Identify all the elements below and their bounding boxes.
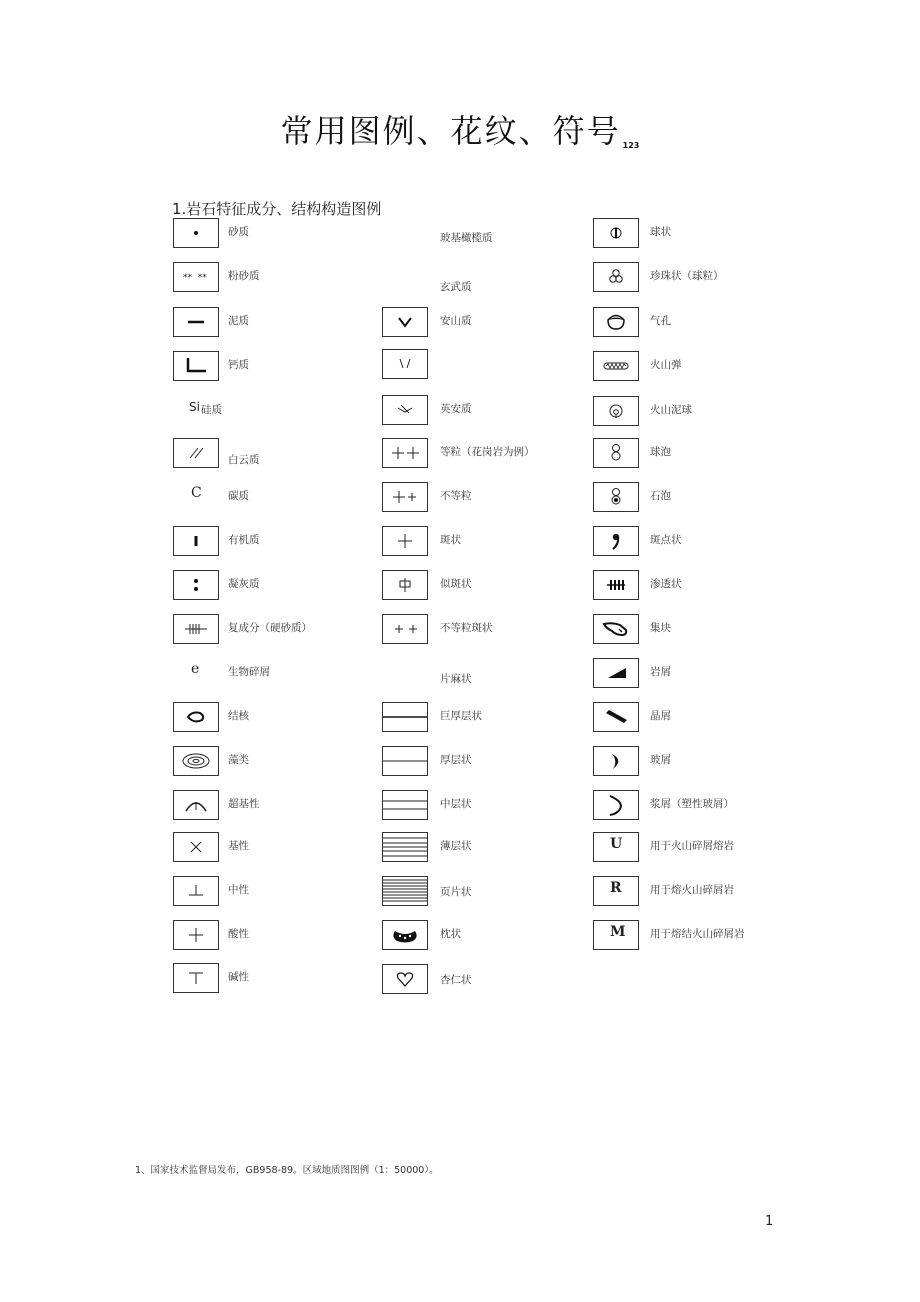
vesicle-icon [593,307,639,337]
legend-label: 晶屑 [650,710,671,722]
legend-label: 泥质 [228,315,249,327]
comma-icon [593,526,639,556]
page-number: 1 [765,1214,774,1229]
layer-icon [382,746,428,776]
double-slash-icon [173,438,219,468]
legend-label: 玻基橄榄质 [440,232,493,244]
legend-label: 薄层状 [440,840,472,852]
hatch-line-icon [173,614,219,644]
legend-label: 不等粒 [440,490,472,502]
arch-icon [173,790,219,820]
bubble-icon [593,438,639,468]
legend-label: 珍珠状（球粒） [650,270,724,282]
c-text: C [191,485,202,501]
legend-label: 藻类 [228,754,249,766]
vertical-bar-icon [173,526,219,556]
svg-text:** **: ** ** [183,273,207,283]
concentric-ellipse-icon [173,746,219,776]
thin-layer-icon [382,832,428,862]
x-icon [173,832,219,862]
dash-icon [173,307,219,337]
lithophysa-icon [593,482,639,512]
legend-label: 杏仁状 [440,974,472,986]
legend-label: 酸性 [228,928,249,940]
legend-label: 粉砂质 [228,270,260,282]
legend-label: 页片状 [440,886,472,898]
legend-label: 等粒（花岗岩为例） [440,446,535,458]
legend-label: 集块 [650,622,671,634]
legend-label: 有机质 [228,534,260,546]
legend-label: 超基性 [228,798,260,810]
legend-label: 用于火山碎屑熔岩 [650,840,734,852]
legend-label: 白云质 [228,454,260,466]
volcanic-bomb-icon [593,351,639,381]
double-plus-icon [382,438,428,468]
dot-pairs-icon [173,262,219,292]
legend-label: 球状 [650,226,671,238]
section-heading: 1.岩石特征成分、结构构造图例 [172,200,382,218]
two-dots-icon [173,570,219,600]
legend-label: 生物碎屑 [228,666,270,678]
plus-icon [173,920,219,950]
two-small-plus-icon [382,614,428,644]
legend-label: 英安质 [440,403,472,415]
medium-layer-icon [382,790,428,820]
symbol-letter: M [610,924,626,940]
legend-label: 枕状 [440,928,461,940]
si-text: Si [189,400,200,414]
pillow-icon [382,920,428,950]
crescent-icon [593,746,639,776]
bar-icon [593,702,639,732]
corner-icon [173,351,219,381]
u-text [593,832,639,862]
legend-label: 用于熔结火山碎屑岩 [650,928,745,940]
legend-label: 中层状 [440,798,472,810]
v-icon [382,307,428,337]
wedge-icon [593,658,639,688]
legend-label: 安山质 [440,315,472,327]
legend-label: 玄武质 [440,281,472,293]
legend-label: 斑状 [440,534,461,546]
legend-label: 似斑状 [440,578,472,590]
symbol-letter: R [610,880,622,896]
title-text: 常用图例、花纹、符号 [280,112,621,150]
infiltration-icon [593,570,639,600]
legend-label: 用于熔火山碎屑岩 [650,884,734,896]
legend-label: 气孔 [650,315,671,327]
box-plus-icon [382,570,428,600]
e-text: e [191,661,200,677]
legend-label: 基性 [228,840,249,852]
legend-label: 厚层状 [440,754,472,766]
shale-icon [382,876,428,906]
legend-label: 结核 [228,710,249,722]
legend-label: 石泡 [650,490,671,502]
mud-ball-icon [593,396,639,426]
legend-label: 中性 [228,884,249,896]
legend-label: 片麻状 [440,673,472,685]
legend-label: 浆屑（塑性玻屑） [650,798,734,810]
down-tack-icon [173,963,219,993]
footnote: 1、国家技术监督局发布，GB958-89。区域地质图图例（1：50000）。 [135,1165,439,1176]
pearl-icon [593,262,639,292]
r-text [593,876,639,906]
legend-label: 硅质 [201,404,222,416]
open-v-icon [382,349,428,379]
plus-icon [382,526,428,556]
legend-label: 钙质 [228,359,249,371]
agglomerate-icon [593,614,639,644]
legend-label: 碱性 [228,971,249,983]
sphere-icon [593,218,639,248]
m-text [593,920,639,950]
nodule-icon [173,702,219,732]
legend-label: 火山泥球 [650,404,692,416]
legend-label: 渗透状 [650,578,682,590]
legend-label: 斑点状 [650,534,682,546]
dot-icon [173,218,219,248]
legend-label: 砂质 [228,226,249,238]
legend-label: 凝灰质 [228,578,260,590]
symbol-letter: U [610,836,623,852]
legend-label: 复成分（硬砂质） [228,622,312,634]
page-title [0,106,920,152]
heart-icon [382,964,428,994]
legend-label: 火山弹 [650,359,682,371]
legend-label: 岩屑 [650,666,671,678]
plus-small-plus-icon [382,482,428,512]
hook-icon [593,790,639,820]
dacite-icon [382,395,428,425]
title-footnote-marks: 123 [622,141,640,150]
legend-label: 玻屑 [650,754,671,766]
legend-label: 球泡 [650,446,671,458]
legend-label: 巨厚层状 [440,710,482,722]
thick-layer-icon [382,702,428,732]
legend-label: 不等粒斑状 [440,622,493,634]
up-tack-icon [173,876,219,906]
legend-label: 碳质 [228,490,249,502]
